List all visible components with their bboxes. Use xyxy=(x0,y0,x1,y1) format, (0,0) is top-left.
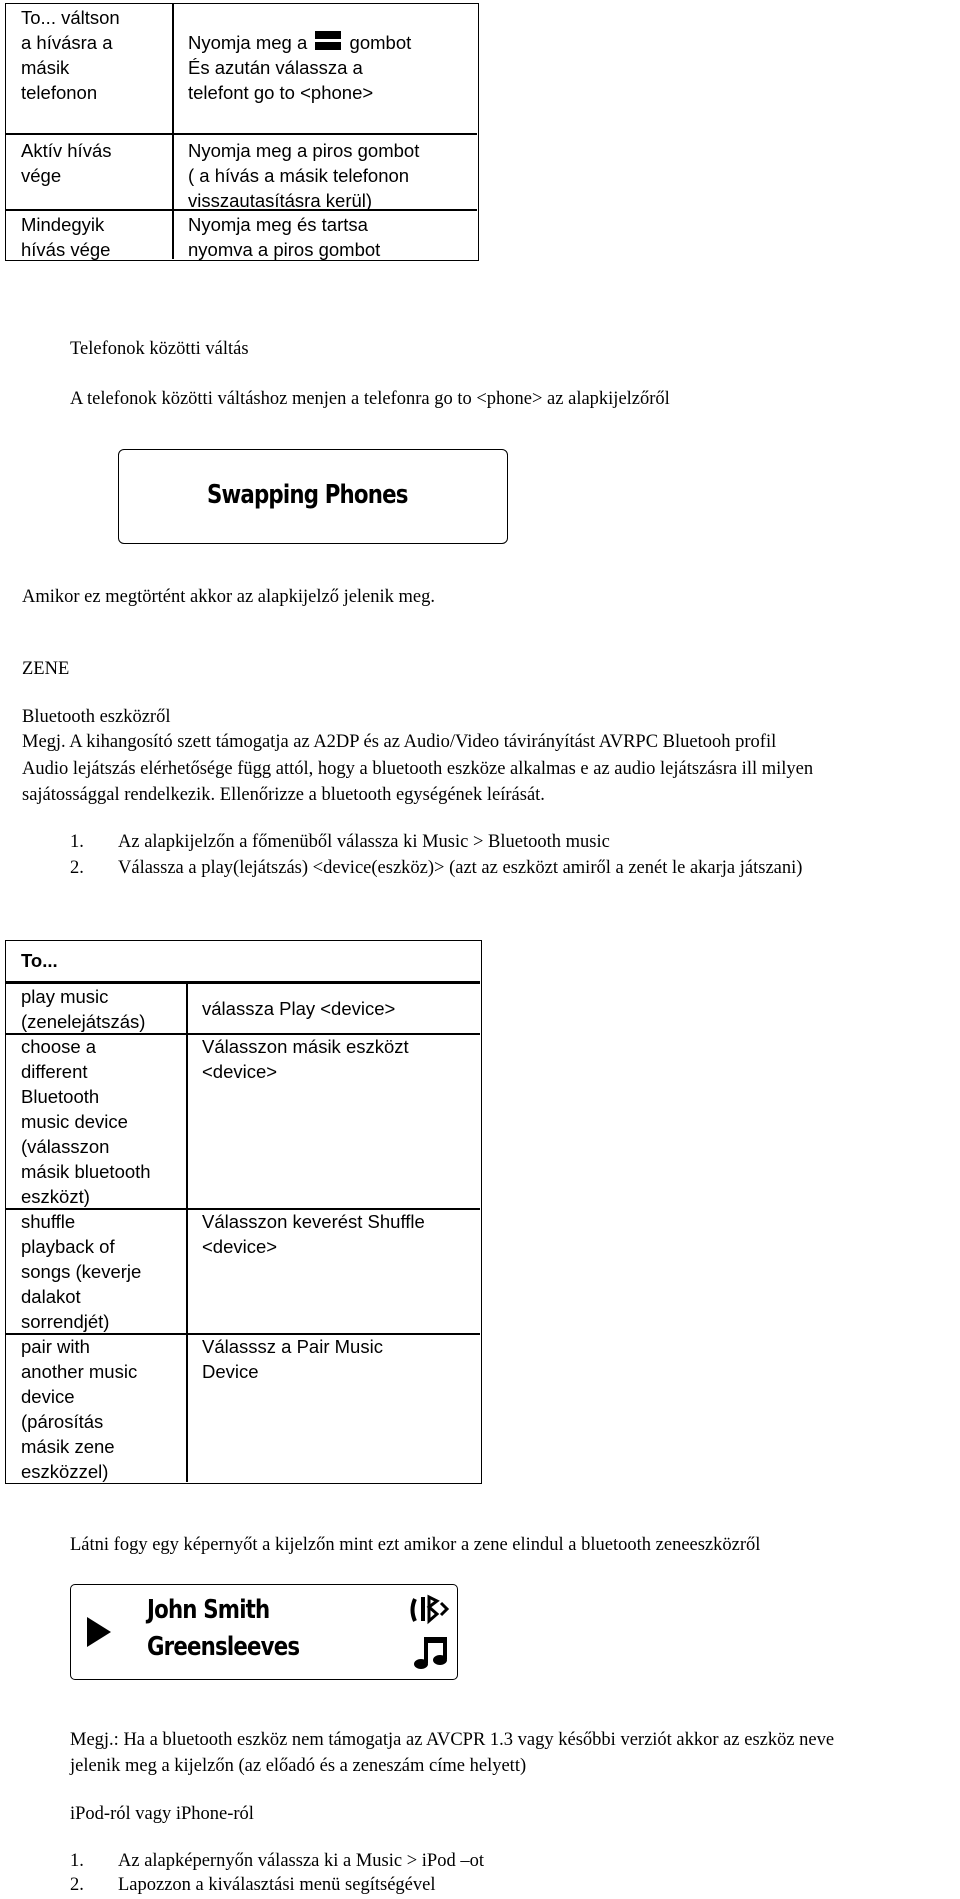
instruction-text: Device xyxy=(202,1361,259,1382)
section-heading: iPod-ról vagy iPhone-ról xyxy=(70,1804,254,1824)
instruction-text: Válasszon keverést Shuffle xyxy=(202,1211,425,1232)
paragraph: Amikor ez megtörtént akkor az alapkijelző jelenik meg. xyxy=(22,587,436,607)
instruction-text: Válasszon másik eszközt xyxy=(202,1036,409,1057)
instruction-text: <device> xyxy=(202,1061,278,1082)
action-text: sorrendjét) xyxy=(21,1311,110,1332)
step-number: 1. xyxy=(70,832,84,852)
action-text: choose a xyxy=(21,1036,97,1057)
instruction-text: ( a hívás a másik telefonon xyxy=(188,165,410,186)
instruction-cell xyxy=(202,1334,383,1384)
bluetooth-audio-icon xyxy=(409,1593,451,1627)
instruction-text: És azután válassza a xyxy=(188,57,363,78)
instruction-cell xyxy=(202,1034,409,1084)
step-text: Lapozzon a kiválasztási menü segítségével xyxy=(118,1875,436,1895)
action-text: vége xyxy=(21,165,62,186)
action-text: eszközzel) xyxy=(21,1461,109,1482)
action-text: másik bluetooth xyxy=(21,1161,151,1182)
action-text: másik xyxy=(21,57,70,78)
action-text: shuffle xyxy=(21,1211,76,1232)
action-text: dalakot xyxy=(21,1286,81,1307)
instruction-text: Válasssz a Pair Music xyxy=(202,1336,383,1357)
action-text: (zenelejátszás) xyxy=(21,1011,146,1032)
instruction-cell xyxy=(188,212,380,262)
instruction-cell xyxy=(202,1209,425,1259)
action-text: pair with xyxy=(21,1336,90,1357)
action-text: Mindegyik xyxy=(21,214,105,235)
note-line: jelenik meg a kijelzőn (az előadó és a zeneszám címe helyett) xyxy=(70,1756,527,1776)
step-text: Az alapképernyőn válassza ki a Music > iPod –ot xyxy=(118,1851,484,1871)
action-text: another music xyxy=(21,1361,138,1382)
action-line xyxy=(21,5,120,30)
table-row xyxy=(21,1334,137,1484)
table-row xyxy=(21,1209,141,1334)
lcd-display xyxy=(118,449,508,544)
instruction-text: Nyomja meg a xyxy=(188,32,308,53)
action-text: different xyxy=(21,1061,88,1082)
instruction-cell xyxy=(188,138,419,213)
section-heading: ZENE xyxy=(22,659,70,679)
step-number: 1. xyxy=(70,1851,84,1871)
action-text: telefonon xyxy=(21,82,98,103)
note-line: Megj.: Ha a bluetooth eszköz nem támogatja az AVCPR 1.3 vagy későbbi verziót akkor az eszköz neve xyxy=(70,1730,835,1750)
table-row xyxy=(21,212,110,262)
music-note-icon xyxy=(413,1633,453,1673)
step-text: Válassza a play(lejátszás) <device(eszköz)> (azt az eszközt amiről a zenét le akarja játszani) xyxy=(118,858,803,878)
lcd-display xyxy=(70,1584,458,1680)
step-text: Az alapkijelzőn a főmenüből válassza ki Music > Bluetooth music xyxy=(118,832,610,852)
call-actions-table xyxy=(5,3,479,261)
table-row xyxy=(21,984,145,1034)
table-row xyxy=(21,138,111,188)
instruction-text: <device> xyxy=(202,1236,278,1257)
instruction-text: Nyomja meg és tartsa xyxy=(188,214,368,235)
step-number: 2. xyxy=(70,858,84,878)
instruction-text: nyomva a piros gombot xyxy=(188,239,381,260)
artist-name: John Smith xyxy=(147,1595,270,1625)
table-row xyxy=(21,5,120,105)
action-text: hívás vége xyxy=(21,239,111,260)
table-header: To... xyxy=(21,950,58,971)
paragraph: Látni fogy egy képernyőt a kijelzőn mint ezt amikor a zene elindul a bluetooth zeneeszközről xyxy=(70,1535,761,1555)
action-text: songs (keverje xyxy=(21,1261,142,1282)
instruction-text: gombot xyxy=(349,32,412,53)
music-actions-table xyxy=(5,940,482,1484)
instruction-text: telefont go to <phone> xyxy=(188,82,374,103)
action-text: play music xyxy=(21,986,109,1007)
action-text: a hívásra a xyxy=(21,32,113,53)
action-text: (válasszon xyxy=(21,1136,110,1157)
action-text: device xyxy=(21,1386,75,1407)
action-text: másik zene xyxy=(21,1436,115,1457)
action-text: eszközt) xyxy=(21,1186,90,1207)
step-number: 2. xyxy=(70,1875,84,1895)
instruction-text: válassza Play <device> xyxy=(202,998,396,1019)
note-line: sajátossággal rendelkezik. Ellenőrizze a bluetooth egységének leírását. xyxy=(22,785,545,805)
track-title: Greensleeves xyxy=(147,1632,300,1662)
instruction-text: Nyomja meg a piros gombot xyxy=(188,140,420,161)
action-text: To... váltson xyxy=(21,7,120,28)
section-heading: Telefonok közötti váltás xyxy=(70,339,249,359)
paragraph: A telefonok közötti váltáshoz menjen a telefonra go to <phone> az alapkijelzőről xyxy=(70,389,670,409)
note-line: Audio lejátszás elérhetősége függ attól, hogy a bluetooth eszköze alkalmas e az audio lejátszásra ill milyen xyxy=(22,759,814,779)
note-line: Megj. A kihangosító szett támogatja az A2DP és az Audio/Video távirányítást AVRPC Bluetooh profil xyxy=(22,732,777,752)
action-text: music device xyxy=(21,1111,128,1132)
menu-button-icon xyxy=(315,31,341,51)
action-text: (párosítás xyxy=(21,1411,104,1432)
instruction-cell xyxy=(188,30,411,105)
lcd-text: Swapping Phones xyxy=(207,480,408,510)
instruction-cell xyxy=(202,996,395,1021)
action-text: playback of xyxy=(21,1236,115,1257)
subheading: Bluetooth eszközről xyxy=(22,707,171,727)
table-row xyxy=(21,1034,151,1209)
play-icon xyxy=(85,1615,113,1649)
instruction-text: visszautasításra kerül) xyxy=(188,190,373,211)
action-text: Bluetooth xyxy=(21,1086,100,1107)
action-text: Aktív hívás xyxy=(21,140,112,161)
